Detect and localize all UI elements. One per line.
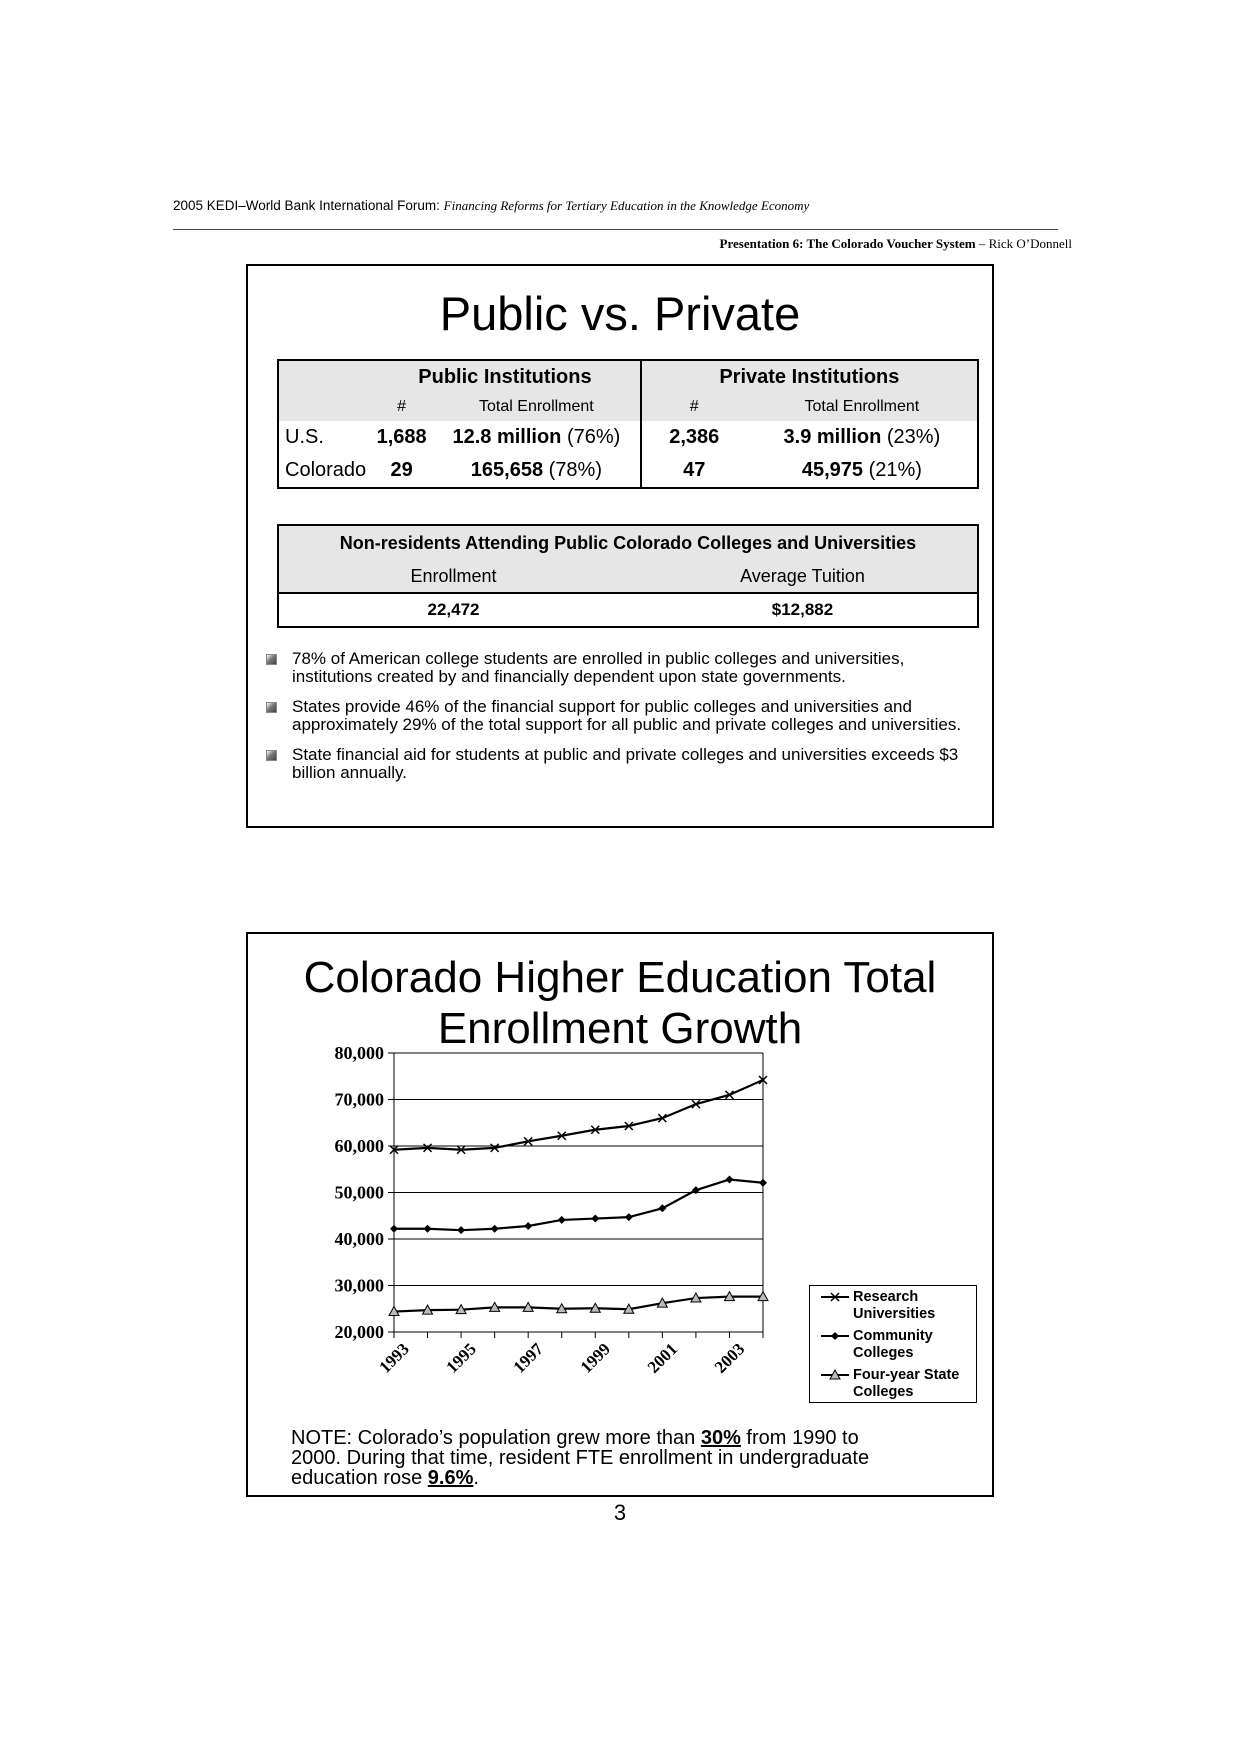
data-point [658,1204,666,1212]
presentation-title: Presentation 6: The Colorado Voucher System [719,236,976,251]
series-line [394,1297,763,1312]
public-count: 1,688 [376,426,427,448]
note-highlight: 30% [700,1427,741,1449]
data-point [390,1225,398,1233]
legend-item-community [820,1328,976,1362]
y-tick-label: 20,000 [334,1322,384,1342]
data-point [457,1226,465,1234]
page-number: 3 [613,1500,627,1525]
series-line [394,1179,763,1230]
private-enrollment: 45,975 [801,459,864,481]
public-percent: (76%) [561,426,621,448]
public-institutions-header: Public Institutions [370,360,641,393]
y-tick-label: 80,000 [334,1043,384,1063]
x-tick-label: 1999 [576,1339,615,1377]
enrollment-value: 22,472 [278,593,628,627]
public-enrollment-header: Total Enrollment [433,393,641,421]
y-tick-label: 30,000 [334,1275,384,1296]
data-point [625,1213,633,1221]
public-enrollment: 165,658 [470,459,544,481]
enrollment-header: Enrollment [278,560,628,593]
bullet-text: State financial aid for students at public and private colleges and universities exceeds $3 billion annually. [292,745,959,782]
average-tuition-value: $12,882 [628,593,978,627]
legend-label: Four-year State Colleges [853,1367,960,1400]
x-marker-icon [820,1290,850,1304]
x-tick-label: 1997 [509,1339,548,1377]
private-count: 2,386 [669,426,720,448]
forum-title: 2005 KEDI–World Bank International Forum [173,198,437,213]
data-point [725,1175,733,1183]
list-item [266,746,981,782]
bullet-icon [266,654,277,665]
private-enrollment: 3.9 million [783,426,882,448]
data-point [424,1225,432,1233]
data-point [491,1225,499,1233]
note-text: NOTE: Colorado’s population grew more than [291,1427,701,1449]
private-percent: (21%) [863,459,922,481]
public-percent: (78%) [543,459,602,481]
table-header-row [278,360,978,393]
private-enrollment-header: Total Enrollment [747,393,978,421]
bullet-icon [266,702,277,713]
x-tick-label: 2001 [643,1339,682,1377]
triangle-marker-icon [820,1368,850,1382]
y-tick-label: 50,000 [334,1182,384,1203]
data-point [591,1215,599,1223]
bullet-icon [266,750,277,761]
forum-subtitle: Financing Reforms for Tertiary Education in the Knowledge Economy [443,198,810,213]
note-text: from 1990 to 2000. During that time, resident FTE enrollment in undergraduate education rose [291,1427,870,1489]
x-tick-label: 2003 [710,1339,749,1377]
public-count-header: # [370,393,433,421]
table-row [278,421,978,454]
table-row [278,454,978,488]
legend-item-research [820,1289,976,1323]
slide-enrollment-growth [246,932,994,1497]
forum-colon: : [436,198,440,213]
table-subheader-row [278,393,978,421]
y-tick-label: 70,000 [334,1089,384,1110]
forum-header [173,198,809,214]
public-enrollment: 12.8 million [452,426,562,448]
series-line [394,1080,763,1150]
y-tick-label: 60,000 [334,1136,384,1156]
institutions-table [277,359,979,489]
average-tuition-header: Average Tuition [628,560,978,593]
legend-label: Community Colleges [853,1328,933,1361]
private-percent: (23%) [881,426,941,448]
bullet-text: States provide 46% of the financial support for public colleges and universities and approximately 29% of the total support for all public and private colleges and universities. [292,697,962,734]
list-item [266,650,981,686]
presentation-header [720,236,1072,252]
presenter-name: – Rick O’Donnell [975,236,1072,251]
slide-title-line2: Enrollment Growth [437,1004,803,1053]
x-tick-label: 1995 [442,1339,480,1377]
data-point [524,1222,532,1230]
x-tick-label: 1993 [375,1339,413,1377]
row-label: Colorado [285,459,367,481]
legend-item-fouryear [820,1367,976,1401]
chart-legend [809,1285,977,1403]
data-point [759,1179,767,1187]
population-note [291,1428,911,1488]
private-count-header: # [641,393,747,421]
list-item [266,698,981,734]
private-count: 47 [683,459,706,481]
bullet-list [266,650,981,794]
slide-public-vs-private [246,264,994,828]
slide-title: Public vs. Private [439,287,801,340]
bullet-text: 78% of American college students are enrolled in public colleges and universities, institutions created by and financially dependent upon state governments. [292,649,905,686]
header-rule [173,229,1058,230]
note-text: . [473,1467,479,1489]
diamond-marker-icon [820,1329,850,1343]
nonresidents-table [277,524,979,628]
public-count: 29 [390,459,413,481]
private-institutions-header: Private Institutions [641,360,978,393]
y-tick-label: 40,000 [334,1229,384,1249]
slide-title-line1: Colorado Higher Education Total [303,953,937,1002]
row-label: U.S. [285,426,324,448]
note-highlight: 9.6% [427,1467,474,1489]
legend-label: Research Universities [853,1289,936,1322]
nonresidents-title: Non-residents Attending Public Colorado Colleges and Universities [278,525,978,560]
data-point [558,1216,566,1224]
